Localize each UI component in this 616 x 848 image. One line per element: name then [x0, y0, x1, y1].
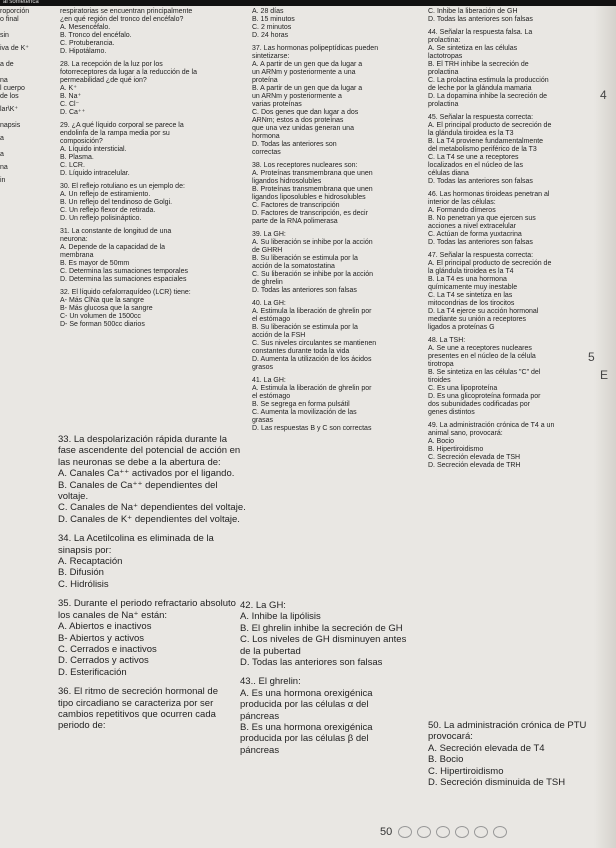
- top-strip: [0, 0, 616, 6]
- text-line: C. Actúan de forma yuxtacrina: [428, 231, 522, 238]
- text-line: que una vez unidas generan una: [252, 125, 354, 132]
- question-block: [428, 191, 598, 247]
- page-number: 50: [380, 826, 393, 838]
- text-line: B. Se sintetiza en las células "C" del: [428, 369, 541, 376]
- text-line: 37. Las hormonas polipeptídicas pueden: [252, 45, 379, 52]
- text-line: D. Todas las anteriores son falsas: [428, 239, 533, 246]
- text-line: ligandos hidrosolubles: [252, 178, 322, 185]
- text-line: D. Las respuestas B y C son correctas: [252, 425, 372, 432]
- text-line: roporción: [0, 8, 30, 15]
- circle-mark: [436, 826, 450, 838]
- text-line: D. La dopamina inhibe la secreción de: [428, 93, 548, 100]
- text-line: [0, 143, 52, 151]
- text-line: correctas: [252, 149, 281, 156]
- margin-mark: 4: [600, 88, 607, 102]
- text-line: D. Todas las anteriores son falsas: [252, 287, 357, 294]
- text-line: acción de la somatostatina: [252, 263, 335, 270]
- text-line: a: [0, 151, 4, 158]
- question-block: [252, 162, 422, 226]
- text-line: respiratorias se encuentran principalmente: [60, 8, 193, 15]
- text-line: de los: [0, 93, 19, 100]
- text-line: C. Es una lipoproteína: [428, 385, 498, 392]
- question-block: [252, 45, 422, 157]
- text-line: producida por las células α del: [240, 699, 369, 711]
- text-line: C. Los niveles de GH disminuyen antes: [240, 634, 407, 646]
- text-line: a: [0, 135, 4, 142]
- text-line: D. Todas las anteriores son falsas: [428, 16, 533, 23]
- text-line: lar\K⁺: [0, 106, 19, 113]
- question-block: [428, 422, 598, 470]
- text-line: constantes durante toda la vida: [252, 348, 350, 355]
- text-line: D. La T4 ejerce su acción hormonal: [428, 308, 539, 315]
- text-line: C. 2 minutos: [252, 24, 292, 31]
- text-line: periodo de:: [58, 720, 106, 732]
- column-3-large-questions: [240, 600, 440, 764]
- question-block: [60, 289, 255, 329]
- text-line: páncreas: [240, 710, 280, 722]
- text-line: D- Se forman 500cc diarios: [60, 321, 145, 328]
- text-line: voltaje.: [58, 491, 89, 503]
- text-line: C. La T4 se sintetiza en las: [428, 292, 513, 299]
- question-block: [60, 61, 255, 117]
- text-line: 40. La GH:: [252, 300, 286, 307]
- text-line: proteína: [252, 77, 278, 84]
- text-line: un ARNm y posteriormente a: [252, 93, 342, 100]
- text-line: B. Su liberación se estimula por la: [252, 324, 358, 331]
- text-line: B. A partir de un gen que da lugar a: [252, 85, 363, 92]
- text-line: 47. Señalar la respuesta correcta:: [428, 252, 534, 259]
- text-line: A. A partir de un gen que da lugar a: [252, 61, 363, 68]
- text-line: C. Canales de Na⁺ dependientes del voltaje.: [58, 502, 246, 514]
- circle-mark: [398, 826, 412, 838]
- text-line: B. Difusión: [58, 567, 104, 579]
- text-line: interior de las células:: [428, 199, 496, 206]
- question-block: [60, 228, 255, 284]
- text-line: composición?: [60, 138, 103, 145]
- text-line: C. La T4 se une a receptores: [428, 154, 519, 161]
- text-line: A. K⁺: [60, 85, 77, 92]
- text-line: 31. La constante de longitud de una: [60, 228, 172, 235]
- text-line: prolactina: [428, 101, 459, 108]
- text-line: [0, 69, 52, 77]
- column-4-large-questions: [428, 720, 608, 796]
- question-block: [0, 106, 52, 130]
- question-block: [428, 252, 598, 332]
- text-line: ligados a proteínas G: [428, 324, 495, 331]
- text-line: A. Depende de la capacidad de la: [60, 244, 166, 251]
- text-line: o final: [0, 16, 19, 23]
- text-line: mitocondrias de los tirocitos: [428, 300, 515, 307]
- text-line: C. Secreción elevada de TSH: [428, 454, 521, 461]
- text-line: el estómago: [252, 316, 291, 323]
- text-line: A. Mesencéfalo.: [60, 24, 111, 31]
- text-line: A. Proteínas transmembrana que unen: [252, 170, 373, 177]
- text-line: ¿en qué región del tronco del encéfalo?: [60, 16, 184, 23]
- text-line: C. Cl⁻: [60, 101, 80, 108]
- text-line: las neuronas se debe a la abertura de:: [58, 456, 221, 468]
- text-line: genes distintos: [428, 409, 475, 416]
- text-line: de ghrelin: [252, 279, 283, 286]
- text-line: un ARNm y posteriormente a una: [252, 69, 356, 76]
- text-line: 50. La administración crónica de PTU: [428, 720, 587, 731]
- text-line: D. Determina las sumaciones espaciales: [60, 276, 187, 283]
- text-line: iva de K⁺: [0, 45, 29, 52]
- question-block: [60, 122, 255, 178]
- text-line: B. Proteínas transmembrana que unen: [252, 186, 373, 193]
- question-block: [58, 598, 253, 678]
- question-block: [428, 337, 598, 417]
- text-line: A. Es una hormona orexigénica: [240, 687, 373, 699]
- text-line: ARNm; estos a dos proteínas: [252, 117, 344, 124]
- text-line: D. Todas las anteriores son: [252, 141, 337, 148]
- text-line: A- Más ClNa que la sangre: [60, 297, 145, 304]
- text-line: células diana: [428, 170, 469, 177]
- text-line: A. Se sintetiza en las células: [428, 45, 518, 52]
- text-line: C. Cerrados e inactivos: [58, 643, 157, 655]
- text-line: [0, 53, 52, 61]
- text-line: D. Ca⁺⁺: [60, 109, 86, 116]
- text-line: ligandos liposolubles e hidrosolubles: [252, 194, 366, 201]
- text-line: neurona:: [60, 236, 88, 243]
- margin-mark: 5: [588, 350, 595, 364]
- text-line: presentes en el núcleo de la célula: [428, 353, 536, 360]
- text-line: B- Más glucosa que la sangre: [60, 305, 153, 312]
- text-line: D. Esterificación: [58, 666, 127, 678]
- text-line: B. No penetran ya que ejercen sus: [428, 215, 536, 222]
- column-3-questions: [252, 8, 422, 438]
- page-circles: [398, 826, 507, 838]
- text-line: A. El principal producto de secreción de: [428, 122, 552, 129]
- text-line: B. Es mayor de 50mm: [60, 260, 130, 267]
- column-2-questions: [60, 8, 255, 334]
- text-line: 34. La Acetilcolina es eliminada de la: [58, 533, 214, 545]
- text-line: l cuerpo: [0, 85, 25, 92]
- text-line: C. Sus niveles circulantes se mantienen: [252, 340, 377, 347]
- text-line: acciones a nivel extracelular: [428, 223, 516, 230]
- text-line: A. Estimula la liberación de ghrelin por: [252, 308, 372, 315]
- text-line: D. Todas las anteriores son falsas: [240, 657, 383, 669]
- text-line: A. Se une a receptores nucleares: [428, 345, 532, 352]
- text-line: D. Hipotálamo.: [60, 48, 107, 55]
- question-block: [0, 8, 52, 40]
- text-line: provocará:: [428, 731, 473, 743]
- text-line: cambios repetitivos que ocurren cada: [58, 708, 216, 720]
- text-line: A. Un reflejo de estiramiento.: [60, 191, 151, 198]
- text-line: C. Dos genes que dan lugar a dos: [252, 109, 359, 116]
- text-line: a de: [0, 61, 14, 68]
- text-line: fase ascendente del potencial de acción en: [58, 445, 241, 457]
- text-line: B. Plasma.: [60, 154, 94, 161]
- text-line: [0, 114, 52, 122]
- text-line: varias proteínas: [252, 101, 302, 108]
- text-line: na: [0, 77, 8, 84]
- text-line: hormona: [252, 133, 280, 140]
- text-line: A. Recaptación: [58, 556, 123, 568]
- text-line: in: [0, 177, 6, 184]
- text-line: 32. El líquido cefalorraquídeo (LCR) tiene:: [60, 289, 191, 296]
- question-block: [60, 183, 255, 223]
- text-line: 35. Durante el periodo refractario absoluto: [58, 598, 236, 610]
- text-line: [0, 24, 52, 32]
- text-line: A. El principal producto de secreción de: [428, 260, 552, 267]
- text-line: sintetizarse:: [252, 53, 290, 60]
- question-block: [428, 720, 608, 788]
- text-line: C. Su liberación se inhibe por la acción: [252, 271, 374, 278]
- question-block: [0, 177, 52, 185]
- text-line: D. Todas las anteriores son falsas: [428, 178, 533, 185]
- column-4-questions: [428, 8, 598, 475]
- text-line: 42. La GH:: [240, 600, 286, 611]
- text-line: dos subunidades codificadas por: [428, 401, 530, 408]
- text-line: D. Factores de transcripción, es decir: [252, 210, 368, 217]
- text-line: D. Secreción disminuida de TSH: [428, 777, 566, 789]
- text-line: C. Protuberancia.: [60, 40, 115, 47]
- text-line: B. Es una hormona orexigénica: [240, 722, 373, 734]
- text-line: C. Un reflejo flexor de retirada.: [60, 207, 156, 214]
- text-line: del metabolismo periférico de la T3: [428, 146, 537, 153]
- text-line: A. 28 días: [252, 8, 284, 15]
- circle-mark: [455, 826, 469, 838]
- text-line: animal sano, provocará:: [428, 430, 503, 437]
- question-block: [428, 29, 598, 109]
- left-margin-column: [0, 8, 52, 190]
- text-line: endolinfa de la rampa media por su: [60, 130, 170, 137]
- text-line: A. Su liberación se inhibe por la acción: [252, 239, 373, 246]
- text-line: C. Determina las sumaciones temporales: [60, 268, 188, 275]
- question-block: [240, 676, 440, 756]
- text-line: B. 15 minutos: [252, 16, 295, 23]
- text-line: de la pubertad: [240, 645, 301, 657]
- question-block: [252, 8, 422, 40]
- text-line: B- Abiertos y activos: [58, 632, 145, 644]
- margin-mark: E: [600, 368, 609, 382]
- text-line: mediante su unión a receptores: [428, 316, 527, 323]
- header-fragment: ai sometérica: [3, 0, 39, 5]
- text-line: A. Bocio: [428, 438, 455, 445]
- question-block: [240, 600, 440, 668]
- text-line: B. Na⁺: [60, 93, 82, 100]
- text-line: C- Un volumen de 1500cc: [60, 313, 141, 320]
- question-block: [428, 8, 598, 24]
- text-line: D. Es una glicoproteína formada por: [428, 393, 541, 400]
- text-line: B. Un reflejo del tendinoso de Golgi.: [60, 199, 173, 206]
- question-block: [58, 686, 253, 732]
- text-line: A. Líquido intersticial.: [60, 146, 127, 153]
- text-line: prolactina:: [428, 37, 461, 44]
- text-line: lactotropas: [428, 53, 463, 60]
- text-line: 39. La GH:: [252, 231, 286, 238]
- text-line: A. Abiertos e inactivos: [58, 621, 152, 633]
- text-line: 33. La despolarización rápida durante la: [58, 434, 228, 445]
- text-line: A. Inhibe la lipólisis: [240, 611, 321, 623]
- question-block: [58, 533, 253, 590]
- text-line: D. Canales de K⁺ dependientes del voltaje.: [58, 513, 240, 525]
- circle-mark: [493, 826, 507, 838]
- text-line: C. Hipertiroidismo: [428, 765, 504, 777]
- text-line: na: [0, 164, 8, 171]
- question-block: [0, 45, 52, 101]
- text-line: grasos: [252, 364, 274, 371]
- text-line: de GHRH: [252, 247, 283, 254]
- text-line: B. Bocio: [428, 754, 464, 766]
- text-line: 36. El ritmo de secreción hormonal de: [58, 686, 218, 698]
- text-line: tipo circadiano se caracteriza por ser: [58, 697, 214, 709]
- text-line: D. Secreción elevada de TRH: [428, 462, 521, 469]
- text-line: de leche por la glándula mamaria: [428, 85, 532, 92]
- text-line: A. Secreción elevada de T4: [428, 742, 545, 754]
- text-line: B. Se segrega en forma pulsátil: [252, 401, 350, 408]
- question-block: [252, 377, 422, 433]
- question-block: [428, 114, 598, 186]
- text-line: membrana: [60, 252, 94, 259]
- question-block: [58, 434, 253, 525]
- text-line: B. Hipertiroidismo: [428, 446, 484, 453]
- text-line: acción de la FSH: [252, 332, 306, 339]
- text-line: napsis: [0, 122, 21, 129]
- question-block: [0, 164, 52, 172]
- circle-mark: [417, 826, 431, 838]
- text-line: tirotropa: [428, 361, 454, 368]
- text-line: 48. La TSH:: [428, 337, 466, 344]
- text-line: A. Canales Ca⁺⁺ activados por el ligando.: [58, 468, 235, 480]
- text-line: 44. Señalar la respuesta falsa. La: [428, 29, 533, 36]
- text-line: tiroides: [428, 377, 451, 384]
- text-line: D. 24 horas: [252, 32, 289, 39]
- text-line: sinapsis por:: [58, 544, 112, 556]
- text-line: C. LCR.: [60, 162, 85, 169]
- circle-mark: [474, 826, 488, 838]
- text-line: permeabilidad ¿de qué ion?: [60, 77, 147, 84]
- question-block: [252, 300, 422, 372]
- column-2-large-questions: [58, 434, 253, 740]
- text-line: B. El ghrelin inhibe la secreción de GH: [240, 622, 403, 634]
- text-line: 43.. El ghrelin:: [240, 676, 301, 688]
- text-line: D. Cerrados y activos: [58, 655, 149, 667]
- text-line: localizados en el núcleo de las: [428, 162, 523, 169]
- text-line: B. Su liberación se estimula por la: [252, 255, 358, 262]
- text-line: la glándula tiroidea es la T3: [428, 130, 514, 137]
- text-line: páncreas: [240, 744, 280, 756]
- text-line: B. El TRH inhibe la secreción de: [428, 61, 529, 68]
- text-line: 41. La GH:: [252, 377, 286, 384]
- text-line: 46. Las hormonas tiroideas penetran al: [428, 191, 550, 198]
- text-line: D. Aumenta la utilización de los ácidos: [252, 356, 372, 363]
- text-line: sin: [0, 32, 9, 39]
- question-block: [252, 231, 422, 295]
- text-line: D. Un reflejo polisináptico.: [60, 215, 142, 222]
- text-line: fotorreceptores da lugar a la reducción de la: [60, 69, 197, 76]
- text-line: grasas: [252, 417, 274, 424]
- text-line: C. Factores de transcripción: [252, 202, 340, 209]
- text-line: químicamente muy inestable: [428, 284, 518, 291]
- text-line: C. Inhibe la liberación de GH: [428, 8, 518, 15]
- text-line: C. Aumenta la movilización de las: [252, 409, 357, 416]
- text-line: parte de la RNA polimerasa: [252, 218, 338, 225]
- text-line: 49. La administración crónica de T4 a un: [428, 422, 555, 429]
- text-line: los canales de Na⁺ están:: [58, 609, 168, 621]
- question-block: [60, 8, 255, 56]
- text-line: la glándula tiroidea es la T4: [428, 268, 514, 275]
- text-line: C. Hidrólisis: [58, 578, 109, 590]
- text-line: producida por las células β del: [240, 733, 369, 745]
- text-line: B. La T4 es una hormona: [428, 276, 507, 283]
- text-line: A. Estimula la liberación de ghrelin por: [252, 385, 372, 392]
- text-line: 45. Señalar la respuesta correcta:: [428, 114, 534, 121]
- text-line: B. Tronco del encéfalo.: [60, 32, 132, 39]
- text-line: 28. La recepción de la luz por los: [60, 61, 163, 68]
- text-line: A. Formando dímeros: [428, 207, 496, 214]
- text-line: B. La T4 proviene fundamentalmente: [428, 138, 544, 145]
- question-block: [0, 135, 52, 159]
- text-line: D. Líquido intracelular.: [60, 170, 130, 177]
- text-line: el estómago: [252, 393, 291, 400]
- text-line: prolactina: [428, 69, 459, 76]
- text-line: 38. Los receptores nucleares son:: [252, 162, 358, 169]
- text-line: C. La prolactina estimula la producción: [428, 77, 549, 84]
- text-line: 30. El reflejo rotuliano es un ejemplo de:: [60, 183, 185, 190]
- text-line: B. Canales de Ca⁺⁺ dependientes del: [58, 479, 218, 491]
- text-line: 29. ¿A qué líquido corporal se parece la: [60, 122, 184, 129]
